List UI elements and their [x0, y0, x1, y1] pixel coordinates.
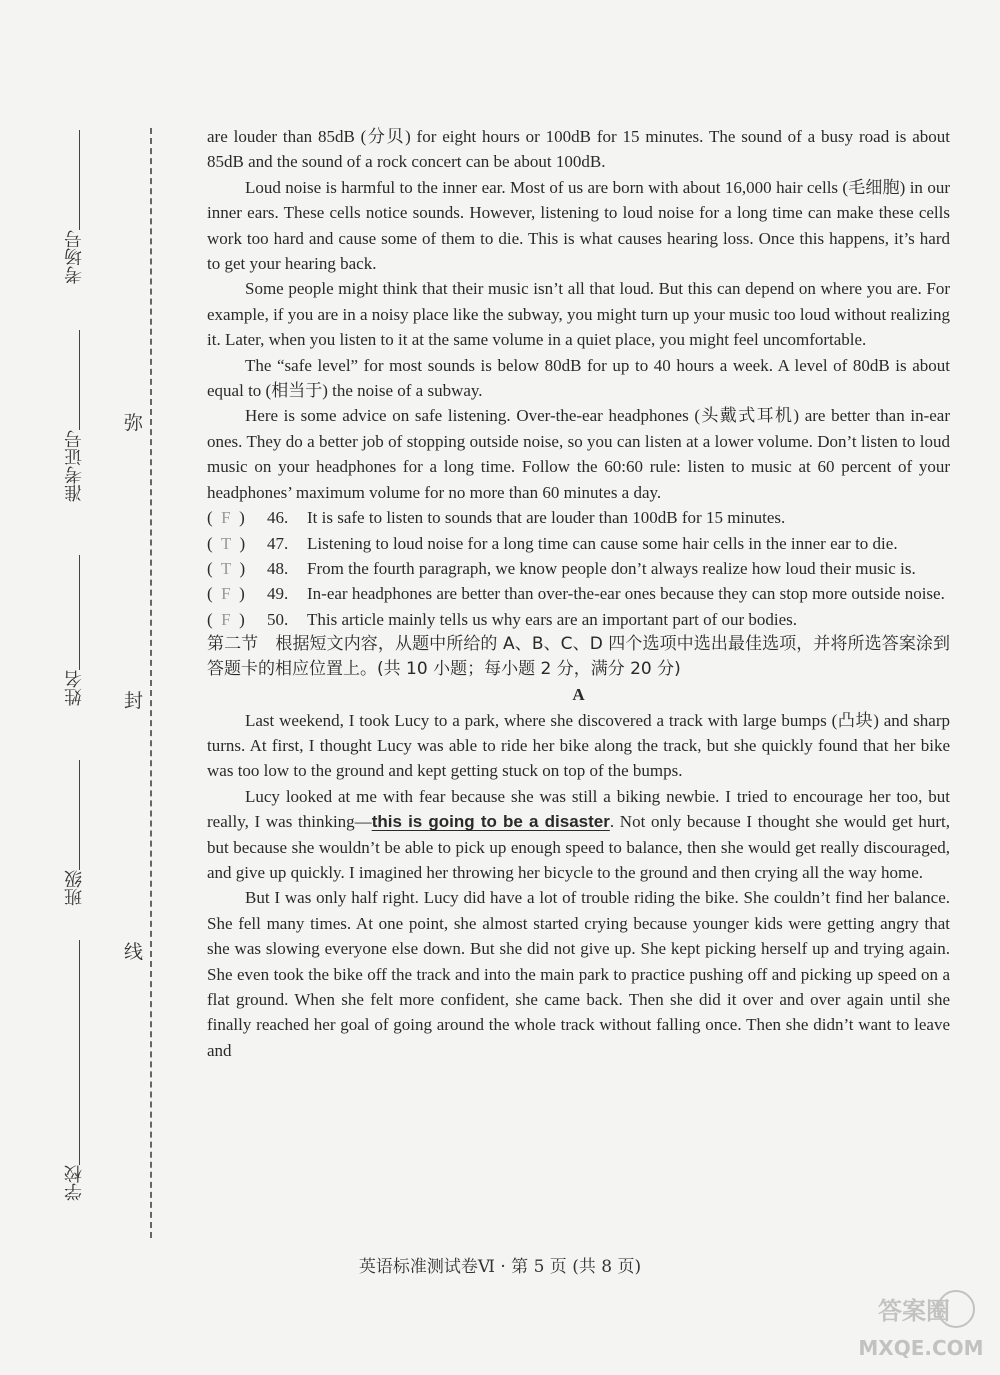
svg-text:答案圈: 答案圈 [878, 1297, 950, 1325]
class-label: 班级 [64, 870, 85, 906]
answer-mark: F [221, 584, 231, 604]
passage1-paragraph: Here is some advice on safe listening. Over-the-ear headphones (头戴式耳机) are better than in-ear ones. They do a better job of stopping outside noise, so you can listen at a lower volume. Don’t listen to loud music on your headphones for a long time. Follow the 60:60 rule: listen to music at 60 percent of your headphones’ maximum volume for no more than 60 minutes a day. [207, 406, 950, 502]
question-item [207, 607, 950, 632]
cut-line [150, 128, 152, 1238]
question-item [207, 581, 950, 606]
passage1-paragraph: Some people might think that their music isn’t all that loud. But this can depend on where you are. For example, if you are in a noisy place like the subway, you might turn up your music too loud without realizing it. Later, when you listen to it at the same volume in a quiet place, you might feel uncomfortable. [207, 279, 950, 350]
answer-bracket: ( F ) [207, 508, 245, 528]
passageA-text: Lucy looked at me with fear because she was still a biking newbie. I tried to encourage her too, but really, I was thinking— [207, 786, 950, 832]
answer-bracket: ( F ) [207, 609, 245, 629]
question-text: From the fourth paragraph, we know people don’t always realize how loud their music is. [307, 558, 916, 578]
exam-room-field [50, 130, 100, 284]
question-number: 50. [267, 609, 289, 629]
class-line [79, 760, 80, 870]
seal-char-xian: 线 [124, 941, 144, 963]
question-text: In-ear headphones are better than over-the-ear ones because they can stop more outside noise. [307, 584, 945, 604]
binding-margin [0, 0, 170, 1375]
exam-room-label: 考场号 [64, 230, 85, 284]
name-line [79, 555, 80, 670]
name-field [50, 555, 100, 706]
class-field [50, 760, 100, 906]
answer-bracket: ( T ) [207, 533, 246, 553]
answer-bracket: ( T ) [207, 558, 246, 578]
passageA-paragraph: But I was only half right. Lucy did have a lot of trouble riding the bike. She couldn’t find her balance. She fell many times. At one point, she almost started crying because younger kids were getting angry that she was slowing everyone else down. But she did not give up. She kept picking herself up and trying again. She even took the bike off the track and into the main park to practice pushing off and picking up speed on a flat ground. When she felt more confident, she came back. Then she did it over and over again until she finally reached her goal of going around the whole track without falling once. Then she didn’t want to leave and [207, 888, 950, 1060]
passage1-paragraph: Loud noise is harmful to the inner ear. Most of us are born with about 16,000 hair cells (毛细胞) in our inner ears. These cells notice sounds. However, listening to loud noise for a long time can make these cells work too hard and cause some of them to die. This is what causes hearing loss. Once this happens, it’s hard to get your hearing back. [207, 177, 950, 274]
admission-number-label: 准考证号 [64, 430, 85, 502]
seal-char-feng: 封 [124, 690, 144, 712]
watermark-logo [856, 1285, 986, 1365]
name-label: 姓名 [64, 670, 85, 706]
school-field [50, 940, 100, 1201]
passageA-paragraph: Last weekend, I took Lucy to a park, where she discovered a track with large bumps (凸块) and sharp turns. At first, I thought Lucy was able to ride her bike along the track, but she quickly found that her bike was too low to the ground and kept getting stuck on top of the bumps. [207, 710, 950, 781]
question-number: 48. [267, 558, 289, 578]
question-text: Listening to loud noise for a long time can cause some hair cells in the inner ear to die. [307, 533, 898, 553]
exam-room-line [79, 130, 80, 230]
passage1-paragraph: are louder than 85dB (分贝) for eight hours or 100dB for 15 minutes. The sound of a busy road is about 85dB and the sound of a rock concert can be about 100dB. [207, 127, 950, 172]
question-item [207, 505, 950, 530]
question-item [207, 556, 950, 581]
passageA-text: . Not only because I thought she would get hurt, but because she wouldn’t be able to pick up enough speed to balance, then she would get really discouraged, and give up quickly. I imagined her throwing her bicycle to the ground and then crying all the way home. [207, 812, 950, 882]
question-number: 46. [267, 508, 289, 528]
underlined-phrase: this is going to be a disaster [371, 812, 610, 832]
answer-mark: F [221, 508, 231, 528]
question-text: This article mainly tells us why ears are an important part of our bodies. [307, 609, 798, 629]
main-content [207, 124, 950, 1063]
question-text: It is safe to listen to sounds that are louder than 100dB for 15 minutes. [307, 508, 786, 528]
question-number: 47. [267, 533, 289, 553]
school-line [79, 940, 80, 1165]
passage-label: A [572, 685, 585, 705]
answer-mark: T [220, 558, 231, 578]
question-item [207, 531, 950, 556]
passage1-paragraph: The “safe level” for most sounds is below 80dB for up to 40 hours a week. A level of 80dB is about equal to (相当于) the noise of a subway. [207, 355, 950, 401]
answer-mark: F [221, 609, 231, 629]
svg-text:MXQE.COM: MXQE.COM [858, 1336, 984, 1360]
passageA-paragraph [207, 784, 950, 886]
school-label: 学校 [64, 1165, 85, 1201]
section-heading: 第二节 根据短文内容，从题中所给的 A、B、C、D 四个选项中选出最佳选项，并将所选答案涂到答题卡的相应位置上。(共 10 小题；每小题 2 分，满分 20 分) [207, 634, 950, 680]
admission-number-line [79, 330, 80, 430]
answer-bracket: ( F ) [207, 584, 245, 604]
admission-number-field [50, 330, 100, 502]
question-number: 49. [267, 584, 289, 604]
seal-char-mi: 弥 [124, 412, 144, 434]
page-footer: 英语标准测试卷Ⅵ · 第 5 页 (共 8 页) [358, 1257, 642, 1277]
answer-mark: T [220, 533, 231, 553]
